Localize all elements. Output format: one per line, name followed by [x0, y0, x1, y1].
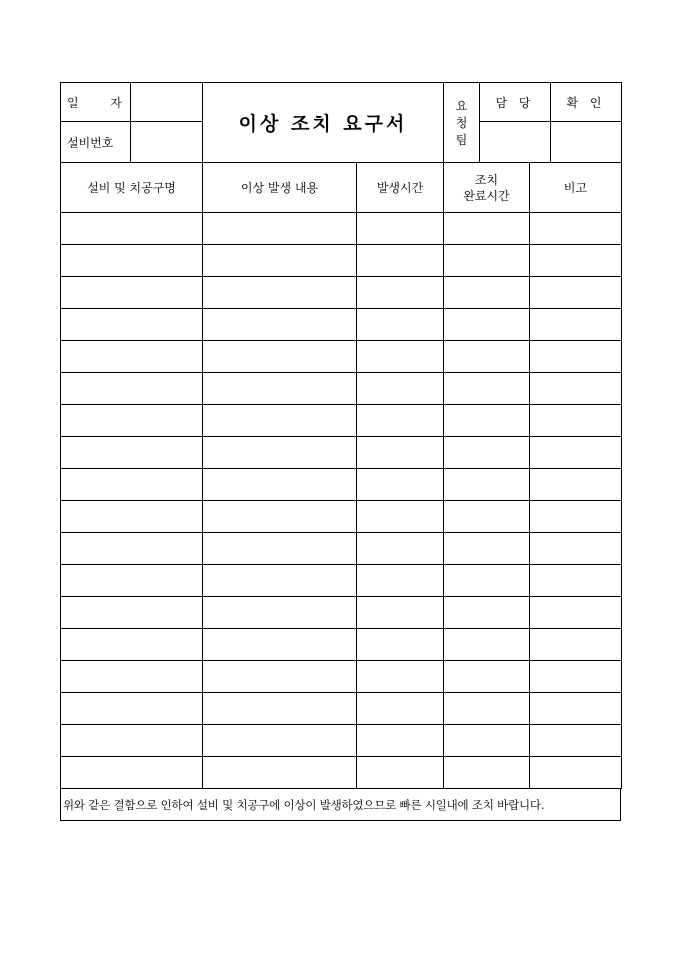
issue-cell[interactable]	[203, 341, 357, 373]
occurred-time-cell[interactable]	[357, 629, 444, 661]
table-row	[61, 437, 622, 469]
issue-cell[interactable]	[203, 533, 357, 565]
form-title-cell	[203, 83, 444, 163]
table-body	[61, 213, 622, 789]
table-row	[61, 469, 622, 501]
form-footer	[60, 789, 621, 821]
col-occurred-time	[357, 163, 444, 213]
issue-cell[interactable]	[203, 373, 357, 405]
requesting-team-char-1: 요	[455, 99, 468, 113]
table-row	[61, 565, 622, 597]
issue-cell[interactable]	[203, 213, 357, 245]
occurred-time-cell[interactable]	[357, 277, 444, 309]
issue-cell[interactable]	[203, 629, 357, 661]
table-row	[61, 725, 622, 757]
table-row	[61, 405, 622, 437]
completion-time-cell[interactable]	[444, 629, 530, 661]
occurred-time-cell[interactable]	[357, 341, 444, 373]
equipment-cell[interactable]	[61, 501, 203, 533]
table-row	[61, 757, 622, 789]
remarks-cell[interactable]	[530, 277, 622, 309]
remarks-cell[interactable]	[530, 373, 622, 405]
confirm-label	[551, 83, 622, 122]
occurred-time-cell[interactable]	[357, 693, 444, 725]
completion-time-cell[interactable]	[444, 661, 530, 693]
completion-time-cell[interactable]	[444, 693, 530, 725]
issue-cell[interactable]	[203, 597, 357, 629]
confirm-text: 확 인	[566, 95, 606, 110]
completion-time-cell[interactable]	[444, 437, 530, 469]
occurred-time-cell[interactable]	[357, 661, 444, 693]
remarks-cell[interactable]	[530, 693, 622, 725]
completion-time-cell[interactable]	[444, 597, 530, 629]
remarks-cell[interactable]	[530, 533, 622, 565]
completion-time-cell[interactable]	[444, 469, 530, 501]
occurred-time-cell[interactable]	[357, 565, 444, 597]
occurred-time-cell[interactable]	[357, 437, 444, 469]
remarks-cell[interactable]	[530, 245, 622, 277]
issue-cell[interactable]	[203, 757, 357, 789]
equipment-cell[interactable]	[61, 757, 203, 789]
equipment-cell[interactable]	[61, 661, 203, 693]
issue-cell[interactable]	[203, 245, 357, 277]
table-row	[61, 629, 622, 661]
remarks-cell[interactable]	[530, 661, 622, 693]
table-row	[61, 277, 622, 309]
footer-note: 위와 같은 결함으로 인하여 설비 및 치공구에 이상이 발생하였으므로 빠른 시일내에 조치 바랍니다.	[63, 797, 545, 812]
table-row	[61, 597, 622, 629]
requesting-team-char-2: 청	[455, 116, 468, 130]
equipment-cell[interactable]	[61, 341, 203, 373]
table-header-row	[61, 163, 622, 213]
completion-time-cell[interactable]	[444, 341, 530, 373]
remarks-cell[interactable]	[530, 213, 622, 245]
completion-time-cell[interactable]	[444, 757, 530, 789]
col-remarks	[530, 163, 622, 213]
remarks-cell[interactable]	[530, 757, 622, 789]
table-row	[61, 245, 622, 277]
completion-time-cell[interactable]	[444, 501, 530, 533]
completion-time-cell[interactable]	[444, 565, 530, 597]
remarks-cell[interactable]	[530, 405, 622, 437]
col-issue-label: 이상 발생 내용	[240, 180, 319, 195]
date-field[interactable]	[131, 83, 203, 122]
occurred-time-cell[interactable]	[357, 757, 444, 789]
equipment-no-field[interactable]	[131, 122, 203, 163]
date-label	[61, 83, 131, 122]
equipment-no-label	[61, 122, 131, 163]
issue-cell[interactable]	[203, 437, 357, 469]
completion-time-cell[interactable]	[444, 373, 530, 405]
equipment-cell[interactable]	[61, 437, 203, 469]
issue-cell[interactable]	[203, 565, 357, 597]
remarks-cell[interactable]	[530, 725, 622, 757]
occurred-time-cell[interactable]	[357, 213, 444, 245]
issue-cell[interactable]	[203, 661, 357, 693]
equipment-cell[interactable]	[61, 469, 203, 501]
equipment-cell[interactable]	[61, 309, 203, 341]
equipment-cell[interactable]	[61, 725, 203, 757]
equipment-cell[interactable]	[61, 693, 203, 725]
issue-cell[interactable]	[203, 501, 357, 533]
confirm-signature[interactable]	[551, 122, 622, 163]
issue-cell[interactable]	[203, 277, 357, 309]
occurred-time-cell[interactable]	[357, 373, 444, 405]
issue-cell[interactable]	[203, 309, 357, 341]
col-completion-line1: 조치	[474, 172, 499, 187]
issue-cell[interactable]	[203, 693, 357, 725]
occurred-time-cell[interactable]	[357, 533, 444, 565]
completion-time-cell[interactable]	[444, 245, 530, 277]
equipment-cell[interactable]	[61, 405, 203, 437]
table-row	[61, 213, 622, 245]
col-occurred-time-label: 발생시간	[376, 180, 424, 195]
equipment-cell[interactable]	[61, 533, 203, 565]
occurred-time-cell[interactable]	[357, 405, 444, 437]
table-row	[61, 661, 622, 693]
col-issue	[203, 163, 357, 213]
remarks-cell[interactable]	[530, 565, 622, 597]
table-row	[61, 373, 622, 405]
occurred-time-cell[interactable]	[357, 597, 444, 629]
occurred-time-cell[interactable]	[357, 725, 444, 757]
request-form	[60, 82, 621, 821]
col-remarks-label: 비고	[563, 180, 588, 195]
remarks-cell[interactable]	[530, 309, 622, 341]
remarks-cell[interactable]	[530, 597, 622, 629]
equipment-cell[interactable]	[61, 373, 203, 405]
remarks-cell[interactable]	[530, 501, 622, 533]
completion-time-cell[interactable]	[444, 533, 530, 565]
remarks-cell[interactable]	[530, 629, 622, 661]
occurred-time-cell[interactable]	[357, 309, 444, 341]
issue-cell[interactable]	[203, 469, 357, 501]
requesting-team-char-3: 팀	[455, 133, 468, 147]
table-row	[61, 501, 622, 533]
completion-time-cell[interactable]	[444, 277, 530, 309]
remarks-cell[interactable]	[530, 341, 622, 373]
table-row	[61, 341, 622, 373]
completion-time-cell[interactable]	[444, 213, 530, 245]
completion-time-cell[interactable]	[444, 309, 530, 341]
form-header	[60, 82, 622, 163]
in-charge-label	[480, 83, 551, 122]
equipment-cell[interactable]	[61, 245, 203, 277]
occurred-time-cell[interactable]	[357, 469, 444, 501]
form-title: 이상 조치 요구서	[238, 113, 408, 135]
requesting-team-label	[444, 83, 480, 163]
col-completion-line2: 완료시간	[463, 188, 510, 203]
equipment-no-text: 설비번호	[67, 135, 114, 150]
occurred-time-cell[interactable]	[357, 245, 444, 277]
completion-time-cell[interactable]	[444, 405, 530, 437]
remarks-cell[interactable]	[530, 469, 622, 501]
equipment-cell[interactable]	[61, 597, 203, 629]
equipment-cell[interactable]	[61, 565, 203, 597]
col-equipment	[61, 163, 203, 213]
in-charge-text: 담 당	[495, 95, 535, 110]
issue-cell[interactable]	[203, 725, 357, 757]
issue-table	[60, 163, 622, 789]
table-row	[61, 693, 622, 725]
col-completion-time	[444, 163, 530, 213]
occurred-time-cell[interactable]	[357, 501, 444, 533]
col-equipment-label: 설비 및 치공구명	[87, 180, 176, 195]
completion-time-cell[interactable]	[444, 725, 530, 757]
table-row	[61, 533, 622, 565]
date-label-text: 일 자	[67, 95, 130, 110]
equipment-cell[interactable]	[61, 629, 203, 661]
issue-cell[interactable]	[203, 405, 357, 437]
remarks-cell[interactable]	[530, 437, 622, 469]
footer-note-cell	[61, 789, 621, 821]
in-charge-signature[interactable]	[480, 122, 551, 163]
table-row	[61, 309, 622, 341]
equipment-cell[interactable]	[61, 277, 203, 309]
equipment-cell[interactable]	[61, 213, 203, 245]
